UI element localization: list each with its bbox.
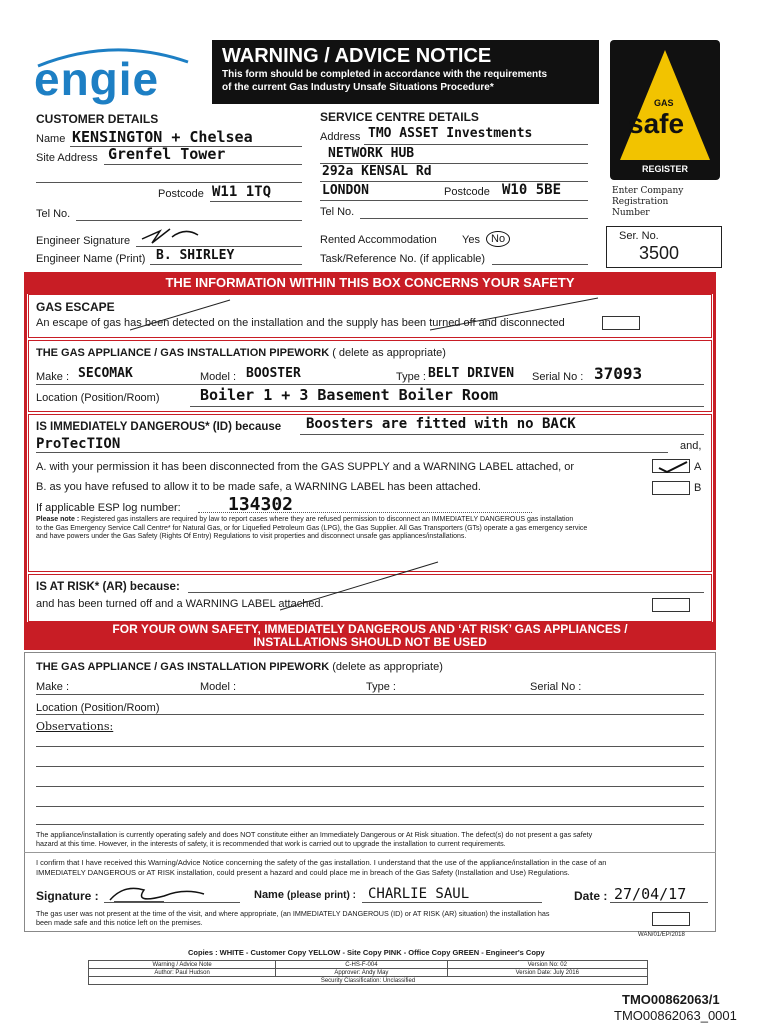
footer-r3: Security Classification: Unclassified <box>89 977 648 985</box>
engineer-name-label: Engineer Name (Print) <box>36 253 146 265</box>
own-safety-band-2: INSTALLATIONS SHOULD NOT BE USED <box>253 635 487 649</box>
esp-log-label: If applicable ESP log number: <box>36 502 181 514</box>
appliance2-row-line <box>36 694 704 695</box>
rented-no[interactable]: No <box>486 231 510 247</box>
confirm-date-line <box>610 902 708 903</box>
doc-ref-1: TMO00862063/1 <box>622 992 720 1007</box>
appliance2-notice-1: The appliance/installation is currently operating safely and does NOT constitute either an Immediately Dangerous or At Risk situation. The defect(s) do not present a gas safety <box>36 830 593 839</box>
service-postcode-rule <box>320 200 588 201</box>
gas-escape-strike <box>130 296 600 332</box>
customer-signature[interactable] <box>104 880 214 908</box>
customer-heading: CUSTOMER DETAILS <box>36 112 159 126</box>
appliance2-make-label: Make : <box>36 681 70 693</box>
engie-logo-text: engie <box>34 53 160 105</box>
task-reference-line <box>492 264 588 265</box>
engineer-signature-label: Engineer Signature <box>36 235 131 247</box>
confirm-name-value[interactable]: CHARLIE SAUL <box>368 886 470 902</box>
footer-r1c2: C-HS-F-004 <box>276 961 447 969</box>
observations-label: Observations: <box>36 720 114 733</box>
confirm-date-label: Date : <box>574 889 608 903</box>
confirm-text-2: IMMEDIATELY DANGEROUS or AT RISK installation, could present a hazard and could place me in breach of the Gas Safety (Installation and Use) Regulations. <box>36 867 570 877</box>
service-address-line-4[interactable]: LONDON <box>322 183 369 198</box>
absent-text <box>36 909 636 927</box>
engineer-signature-line <box>136 246 302 247</box>
id-option-b-letter: B <box>694 482 702 494</box>
gas-escape-checkbox[interactable] <box>602 316 640 330</box>
absent-text-2: been made safe and this notice left on the premises. <box>36 918 203 927</box>
appliance-serial-label: Serial No : <box>532 371 584 383</box>
appliance-location-value[interactable]: Boiler 1 + 3 Basement Boiler Room <box>200 386 499 404</box>
id-reason-1[interactable]: Boosters are fitted with no BACK <box>306 416 576 432</box>
id-note <box>36 516 706 542</box>
appliance-type-value[interactable]: BELT DRIVEN <box>428 366 515 381</box>
customer-tel-label: Tel No. <box>36 208 71 220</box>
observations-line-4[interactable] <box>36 806 704 807</box>
appliance-location-label: Location (Position/Room) <box>36 392 160 404</box>
appliance2-type-label: Type : <box>366 681 396 693</box>
ar-checkbox[interactable] <box>652 598 690 612</box>
serial-number-label: Ser. No. <box>619 230 659 242</box>
appliance2-heading-text: THE GAS APPLIANCE / GAS INSTALLATION PIPEWORK <box>36 661 330 673</box>
service-tel-label: Tel No. <box>320 206 355 218</box>
form-code: WAN/01/EP/2018 <box>638 932 685 938</box>
own-safety-band-1: FOR YOUR OWN SAFETY, IMMEDIATELY DANGEROUS AND ‘AT RISK’ GAS APPLIANCES / <box>112 622 628 636</box>
id-note-2: to the Gas Emergency Service Call Centre* for Natural Gas, or for Liquefied Petroleum Gas (LPG), the Gas Supplier. All Gas Transporters (GTs) operate a gas emergency service <box>36 524 588 532</box>
id-note-bold: Please note : <box>36 516 80 523</box>
appliance-make-value[interactable]: SECOMAK <box>78 366 133 381</box>
checkmark-icon <box>653 461 689 473</box>
gas-safe-main: safe <box>628 108 685 139</box>
observations-line-2[interactable] <box>36 766 704 767</box>
copies-text: Copies : WHITE - Customer Copy YELLOW - Site Copy PINK - Office Copy GREEN - Engineer's Copy <box>188 948 545 957</box>
header-subtitle-1: This form should be completed in accordance with the requirements <box>222 69 548 80</box>
engineer-name-value[interactable]: B. SHIRLEY <box>156 248 235 263</box>
engie-logo <box>28 38 193 108</box>
serial-number-value: 3500 <box>639 243 680 263</box>
confirm-date-value[interactable]: 27/04/17 <box>614 885 687 903</box>
customer-name-label: Name <box>36 133 66 145</box>
service-postcode-label: Postcode <box>444 186 490 198</box>
customer-name-value[interactable]: KENSINGTON + Chelsea <box>72 128 253 146</box>
customer-postcode-label: Postcode <box>158 188 204 200</box>
customer-address-line <box>104 164 302 165</box>
customer-tel-line <box>76 220 302 221</box>
registration-label-2: Registration <box>612 197 669 207</box>
confirm-text <box>36 858 708 877</box>
appliance2-location-line <box>36 714 704 715</box>
doc-ref-2: TMO00862063_0001 <box>614 1008 737 1023</box>
appliance-location-line <box>190 406 704 407</box>
own-safety-band <box>24 622 716 650</box>
task-reference-label: Task/Reference No. (if applicable) <box>320 253 486 265</box>
gas-safe-top: GAS <box>654 98 674 108</box>
footer-r1c1: Warning / Advice Note <box>89 961 276 969</box>
appliance2-location-label: Location (Position/Room) <box>36 702 160 714</box>
confirm-name-label: Name <box>254 889 284 901</box>
footer-r2c3: Version Date: July 2016 <box>447 969 647 977</box>
appliance-model-value[interactable]: BOOSTER <box>246 366 301 381</box>
id-note-3: and have powers under the Gas Safety (Rights Of Entry) Regulations to visit properties and disconnect unsafe gas appliances/installations. <box>36 533 467 540</box>
ar-line-1 <box>188 592 704 593</box>
appliance-model-label: Model : <box>200 371 237 383</box>
service-address-rule-1 <box>364 144 588 145</box>
confirm-name-line <box>362 902 542 903</box>
service-address-line-1[interactable]: TMO ASSET Investments <box>368 126 533 141</box>
customer-address-value[interactable]: Grenfel Tower <box>108 145 226 163</box>
id-reason-2[interactable]: ProTecTION <box>36 436 121 452</box>
id-box <box>28 414 712 572</box>
safety-band: THE INFORMATION WITHIN THIS BOX CONCERNS YOUR SAFETY <box>24 272 716 294</box>
id-option-a: A. with your permission it has been disconnected from the GAS SUPPLY and a WARNING LABEL attached, or <box>36 461 575 473</box>
esp-log-value[interactable]: 134302 <box>228 494 294 515</box>
id-option-b: B. as you have refused to allow it to be made safe, a WARNING LABEL has been attached. <box>36 481 481 493</box>
observations-line-3[interactable] <box>36 786 704 787</box>
service-address-label: Address <box>320 131 361 143</box>
service-postcode-value[interactable]: W10 5BE <box>502 182 562 198</box>
observations-line-1[interactable] <box>36 746 704 747</box>
service-tel-line <box>360 218 588 219</box>
ar-heading: IS AT RISK* (AR) because: <box>36 581 180 593</box>
customer-address-line-2 <box>36 182 302 183</box>
ar-text: and has been turned off and a WARNING LABEL attached. <box>36 598 324 610</box>
rented-yes[interactable]: Yes <box>462 234 480 246</box>
id-option-a-checkbox[interactable] <box>652 459 690 473</box>
page-title: WARNING / ADVICE NOTICE <box>222 45 492 67</box>
header-subtitle-2: of the current Gas Industry Unsafe Situations Procedure* <box>222 82 494 93</box>
confirm-signature-line <box>104 902 240 903</box>
serial-number-box[interactable] <box>606 226 722 268</box>
registration-label-1: Enter Company <box>612 186 684 196</box>
appliance2-serial-label: Serial No : <box>530 681 582 693</box>
registration-label-3: Number <box>612 208 650 218</box>
id-and: and, <box>680 440 702 452</box>
footer-r2c2: Approver: Andy May <box>276 969 447 977</box>
observations-line-5[interactable] <box>36 824 704 825</box>
notice-divider <box>24 852 716 853</box>
appliance2-heading <box>36 661 443 673</box>
gas-safe-logo <box>610 40 720 180</box>
id-reason-line-2 <box>36 452 668 453</box>
appliance2-model-label: Model : <box>200 681 237 693</box>
footer-r2c1: Author: Paul Hudson <box>89 969 276 977</box>
gas-safe-bottom: REGISTER <box>642 164 689 174</box>
appliance2-notice <box>36 830 708 848</box>
registration-label <box>612 186 683 219</box>
absent-checkbox[interactable] <box>652 912 690 926</box>
engineer-signature[interactable] <box>140 225 200 247</box>
appliance-make-label: Make : <box>36 371 70 383</box>
service-heading: SERVICE CENTRE DETAILS <box>320 110 479 124</box>
absent-text-1: The gas user was not present at the time of the visit, and where appropriate, (an IMMEDIATELY DANGEROUS (ID) or AT RISK (AR) situation) the installation has <box>36 909 550 918</box>
appliance-heading-note: ( delete as appropriate) <box>332 347 446 359</box>
appliance-heading <box>36 347 446 359</box>
id-note-1: Registered gas installers are required by law to report cases where they are refused permission to disconnect an IMMEDIATELY DANGEROUS gas installation <box>81 516 574 523</box>
ar-strike <box>280 560 440 612</box>
service-address-line-2[interactable]: NETWORK HUB <box>328 146 415 161</box>
id-heading: IS IMMEDIATELY DANGEROUS* (ID) because <box>36 421 282 433</box>
appliance2-heading-note: (delete as appropriate) <box>332 661 443 673</box>
id-option-a-letter: A <box>694 461 702 473</box>
esp-log-line <box>198 512 532 513</box>
id-option-b-checkbox[interactable] <box>652 481 690 495</box>
appliance-serial-value[interactable]: 37093 <box>594 364 643 383</box>
appliance-heading-text: THE GAS APPLIANCE / GAS INSTALLATION PIPEWORK <box>36 347 330 359</box>
engineer-name-line <box>150 264 302 265</box>
header-title-block <box>212 40 599 104</box>
confirm-signature-label: Signature : <box>36 889 99 903</box>
customer-postcode-value[interactable]: W11 1TQ <box>212 184 272 200</box>
confirm-name <box>254 889 356 901</box>
id-reason-line-1 <box>300 434 704 435</box>
confirm-text-1: I confirm that I have received this Warning/Advice Notice concerning the safety of the gas installation. I understand that the use of the appliance/installation in the case of an <box>36 858 607 867</box>
footer-r1c3: Version No: 02 <box>447 961 647 969</box>
gas-escape-text: An escape of gas has been detected on the installation and the supply has been turned off and disconnected <box>36 317 565 329</box>
customer-address-label: Site Address <box>36 152 98 164</box>
service-address-line-3[interactable]: 292a KENSAL Rd <box>322 164 432 179</box>
appliance-row-line <box>36 384 704 385</box>
appliance2-notice-2: hazard at this time. However, in the interests of safety, it is recommended that work is carried out to upgrade the installation to current requirements. <box>36 839 506 848</box>
appliance-type-label: Type : <box>396 371 426 383</box>
rented-label: Rented Accommodation <box>320 234 437 246</box>
footer-table <box>88 960 648 985</box>
confirm-name-note: (please print) : <box>287 890 356 901</box>
gas-escape-heading: GAS ESCAPE <box>36 300 115 314</box>
customer-postcode-line <box>210 201 302 202</box>
